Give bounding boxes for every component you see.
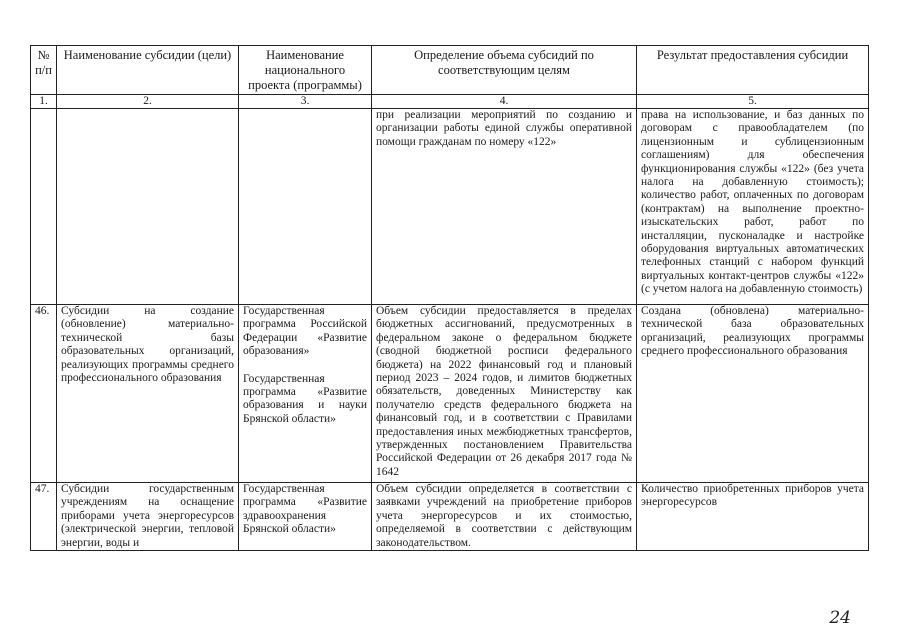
subsidy-name-cell: Субсидии на создание (обновление) материально-технической базы образовательных организаций, реализующих программы среднего профессионального образования bbox=[57, 305, 239, 483]
project-name-federal: Государственная программа Российской Федерации «Развитие образования» bbox=[243, 305, 367, 358]
column-number: 2. bbox=[57, 95, 239, 109]
subsidy-table bbox=[30, 45, 869, 551]
page-number: 24 bbox=[829, 608, 851, 628]
table-header-row bbox=[31, 46, 869, 95]
project-cell: Государственная программа «Развитие здравоохранения Брянской области» bbox=[239, 483, 372, 551]
project-cell bbox=[239, 305, 372, 483]
column-number: 5. bbox=[637, 95, 869, 109]
header-volume-definition: Определение объема субсидий по соответствующим целям bbox=[372, 46, 637, 95]
header-number: № п/п bbox=[31, 46, 57, 95]
row-number: 47. bbox=[31, 483, 57, 551]
column-number: 1. bbox=[31, 95, 57, 109]
result-cell: Количество приобретенных приборов учета энергоресурсов bbox=[637, 483, 869, 551]
subsidy-name-cell: Субсидии государственным учреждениям на оснащение приборами учета энергоресурсов (электрической энергии, тепловой энергии, воды и bbox=[57, 483, 239, 551]
column-number: 4. bbox=[372, 95, 637, 109]
header-subsidy-name: Наименование субсидии (цели) bbox=[57, 46, 239, 95]
result-cell: Создана (обновлена) материально-технической база образовательных организаций, реализующих программы среднего профессионального образования bbox=[637, 305, 869, 483]
table-row bbox=[31, 483, 869, 551]
project-name-regional: Государственная программа «Развитие образования и науки Брянской области» bbox=[243, 372, 367, 425]
header-result: Результат предоставления субсидии bbox=[637, 46, 869, 95]
row-number: 46. bbox=[31, 305, 57, 483]
row-number bbox=[31, 109, 57, 305]
volume-cell: при реализации мероприятий по созданию и организации работы единой службы оперативной помощи гражданам по номеру «122» bbox=[372, 109, 637, 305]
column-number-row bbox=[31, 95, 869, 109]
volume-cell: Объем субсидии определяется в соответствии с заявками учреждений на приобретение приборов учета энергоресурсов и их стоимостью, определяемой в соответствии с действующим законодательством. bbox=[372, 483, 637, 551]
column-number: 3. bbox=[239, 95, 372, 109]
table-row bbox=[31, 109, 869, 305]
table-row bbox=[31, 305, 869, 483]
subsidy-name-cell bbox=[57, 109, 239, 305]
project-cell bbox=[239, 109, 372, 305]
header-project-name: Наименование национального проекта (программы) bbox=[239, 46, 372, 95]
result-cell: права на использование, и баз данных по договорам с правообладателем (по лицензионным и сублицензионным соглашениям) для обеспечения функционирования службы «122» (без учета налога на добавленную стоимость); количество работ, оплаченных по договорам (контрактам) на выполнение проектно-изыскательских работ, работ по инсталляции, пусконаладке и настройке оборудования виртуальных автоматических телефонных станций с набором функций виртуальных контакт-центров службы «122» (с учетом налога на добавленную стоимость) bbox=[637, 109, 869, 305]
volume-cell: Объем субсидии предоставляется в пределах бюджетных ассигнований, предусмотренных в федеральном законе о федеральном бюджете (сводной бюджетной росписи федерального бюджета) на 2022 финансовый год и плановый период 2023 – 2024 годов, и лимитов бюджетных обязательств, доведенных Министерству как получателю средств федерального бюджета на финансовый год, и в соответствии с Правилами предоставления иных межбюджетных трансфертов, утвержденных постановлением Правительства Российской Федерации от 26 декабря 2017 года № 1642 bbox=[372, 305, 637, 483]
